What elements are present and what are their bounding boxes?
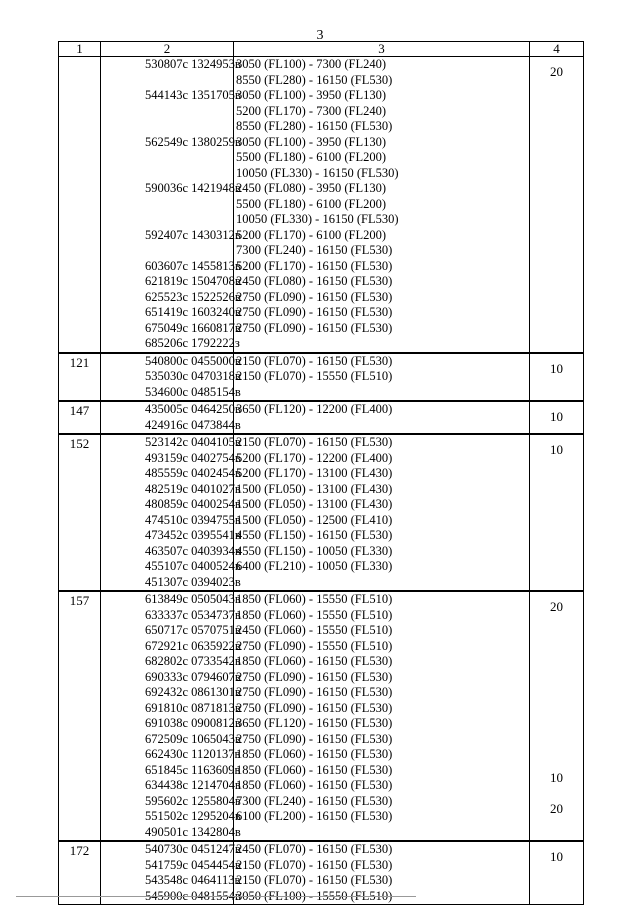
coordinate-line: 523142с 0404105в (145, 435, 241, 449)
coordinate-line: 691038с 0900812в (145, 716, 241, 730)
altitude-range-line: 1500 (FL050) - 13100 (FL430) (236, 497, 393, 511)
coordinate-line: 690333с 0794607в (145, 669, 241, 684)
altitude-range-line: 2750 (FL090) - 15550 (FL510) (236, 638, 393, 653)
coordinates-cell (101, 435, 241, 590)
altitude-range-line: 2750 (FL090) - 16150 (FL530) (236, 289, 393, 304)
table-row-group (59, 57, 583, 354)
coordinate-line (101, 166, 233, 182)
altitude-range-line: 1850 (FL060) - 16150 (FL530) (236, 747, 393, 761)
coordinate-line: 672509с 1065043в (145, 731, 241, 746)
coordinate-line: 451307с 0394023в (145, 574, 241, 589)
altitude-range-line: 2750 (FL090) - 16150 (FL530) (236, 320, 393, 335)
altitude-range-line: 2150 (FL070) - 16150 (FL530) (236, 435, 393, 449)
coordinate-line: 543548с 0464113в (145, 873, 241, 887)
coordinates-cell (101, 842, 241, 904)
table-row-group (59, 402, 583, 435)
altitude-cell (234, 57, 530, 352)
coordinate-line (101, 119, 233, 135)
category-value: 20 (550, 599, 563, 614)
altitude-range-line: 5200 (FL170) - 13100 (FL430) (236, 466, 393, 480)
altitude-range-line: 7300 (FL240) - 16150 (FL530) (236, 243, 393, 257)
altitude-range-line: 6100 (FL200) - 16150 (FL530) (236, 809, 393, 823)
category-cell (530, 842, 583, 904)
altitude-range-line (234, 418, 529, 434)
category-value: 20 (550, 800, 563, 816)
table-body (59, 57, 583, 904)
altitude-cell (234, 435, 530, 590)
coordinate-line: 682802с 0733542в (145, 654, 241, 668)
column-header-4: 4 (553, 41, 560, 56)
altitude-range-line: 1500 (FL050) - 13100 (FL430) (236, 481, 393, 496)
category-cell (530, 402, 583, 433)
coordinate-line: 551502с 1295204в (145, 809, 241, 823)
altitude-range-line: 2450 (FL060) - 15550 (FL510) (236, 623, 393, 637)
coordinate-line: 621819с 1504708в (145, 274, 241, 288)
table-row-group (59, 354, 583, 403)
coordinate-line: 482519с 0401027в (145, 481, 241, 496)
category-value: 10 (550, 360, 563, 376)
altitude-range-line: 2150 (FL070) - 15550 (FL510) (236, 369, 393, 383)
altitude-cell (234, 354, 530, 401)
altitude-range-line: 2150 (FL070) - 16150 (FL530) (236, 857, 393, 872)
altitude-range-line: 2450 (FL080) - 3950 (FL130) (236, 181, 386, 195)
coordinate-line (101, 243, 233, 259)
coordinate-line: 540800с 0455000в (145, 353, 241, 368)
coordinate-line: 493159с 0402754в (145, 450, 241, 465)
coordinates-cell (101, 592, 241, 840)
altitude-range-line: 2750 (FL090) - 16150 (FL530) (236, 700, 393, 715)
table-row-group (59, 592, 583, 842)
coordinate-line: 603607с 1455813в (145, 258, 241, 273)
altitude-cell (234, 592, 530, 840)
coordinate-line (101, 212, 233, 228)
coordinate-line: 463507с 0403934в (145, 543, 241, 558)
coordinate-line: 685206с 1792222з (145, 336, 240, 350)
coordinate-line: 545900с 0481554в (145, 888, 241, 903)
altitude-range-line: 4550 (FL150) - 16150 (FL530) (236, 528, 393, 542)
coordinate-line: 540730с 0451247в (145, 842, 241, 856)
altitude-range-line: 2750 (FL090) - 16150 (FL530) (236, 685, 393, 699)
section-id (59, 57, 101, 352)
altitude-range-line: 2150 (FL070) - 16150 (FL530) (236, 873, 393, 887)
section-id: 157 (59, 592, 101, 840)
altitude-range-line: 7300 (FL240) - 16150 (FL530) (236, 793, 393, 808)
altitude-range-line (234, 825, 529, 841)
altitude-range-line: 2750 (FL090) - 16150 (FL530) (236, 305, 393, 319)
coordinate-line: 485559с 0402454в (145, 466, 241, 480)
altitude-range-line (234, 385, 529, 401)
coordinate-line: 613849с 0505043в (145, 592, 241, 606)
altitude-range-line: 2450 (FL070) - 16150 (FL530) (236, 842, 393, 856)
altitude-range-line: 8550 (FL280) - 16150 (FL530) (236, 72, 393, 87)
altitude-range-line: 3650 (FL120) - 12200 (FL400) (236, 402, 393, 416)
coordinate-line: 650717с 0570751в (145, 623, 241, 637)
coordinate-line: 634438с 1214704в (145, 778, 241, 792)
coordinate-line: 590036с 1421948в (145, 181, 241, 195)
section-id: 147 (59, 402, 101, 433)
altitude-range-line: 1850 (FL060) - 15550 (FL510) (236, 607, 393, 622)
coordinate-line (101, 197, 233, 213)
coordinate-line: 691810с 0871813в (145, 700, 241, 715)
altitude-range-line: 5200 (FL170) - 16150 (FL530) (236, 258, 393, 273)
category-value: 10 (550, 849, 563, 864)
coordinate-line: 474510с 0394755в (145, 512, 241, 527)
column-header-1: 1 (59, 42, 101, 56)
coordinate-line: 651419с 1603240в (145, 305, 241, 319)
category-value: 10 (550, 409, 563, 424)
coordinate-line: 490501с 1342804в (145, 824, 241, 839)
coordinate-line: 473452с 0395541в (145, 528, 241, 542)
coordinate-line: 672921с 0635922в (145, 638, 241, 653)
coordinate-line: 435005с 0464250в (145, 402, 241, 416)
altitude-range-line: 1500 (FL050) - 12500 (FL410) (236, 512, 393, 527)
coordinate-line: 480859с 0400254в (145, 497, 241, 511)
column-header-2: 2 (101, 42, 234, 56)
coordinate-line: 651845с 1163609в (145, 762, 241, 777)
coordinate-line: 592407с 1430312в (145, 227, 241, 242)
coordinate-line: 662430с 1120137в (145, 747, 241, 761)
altitude-range-line: 10050 (FL330) - 16150 (FL530) (236, 212, 399, 226)
coordinates-cell (101, 402, 241, 433)
coordinate-line: 541759с 0454454в (145, 857, 241, 872)
coordinate-line: 530807с 1324953в (145, 57, 241, 71)
coordinates-cell (101, 57, 241, 352)
altitude-range-line: 3050 (FL100) - 3950 (FL130) (236, 88, 386, 102)
section-id: 152 (59, 435, 101, 590)
airspace-table (58, 41, 584, 905)
altitude-range-line: 1850 (FL060) - 15550 (FL510) (236, 592, 393, 606)
altitude-range-line: 3050 (FL100) - 15550 (FL510) (236, 888, 393, 903)
altitude-range-line: 3050 (FL100) - 3950 (FL130) (236, 134, 386, 149)
altitude-range-line: 2750 (FL090) - 16150 (FL530) (236, 731, 393, 746)
coordinate-line: 633337с 0534737в (145, 607, 241, 622)
altitude-range-line: 5500 (FL180) - 6100 (FL200) (236, 196, 386, 211)
category-value: 20 (550, 64, 563, 79)
coordinate-line (101, 104, 233, 120)
altitude-range-line: 6400 (FL210) - 10050 (FL330) (236, 559, 393, 573)
altitude-range-line: 2150 (FL070) - 16150 (FL530) (236, 353, 393, 368)
section-id: 172 (59, 842, 101, 904)
coordinate-line: 625523с 1522526в (145, 289, 241, 304)
altitude-range-line: 4550 (FL150) - 10050 (FL330) (236, 543, 393, 558)
altitude-range-line: 8550 (FL280) - 16150 (FL530) (236, 119, 393, 133)
altitude-range-line: 10050 (FL330) - 16150 (FL530) (236, 165, 399, 180)
page-number: 3 (316, 28, 324, 43)
altitude-range-line: 1850 (FL060) - 16150 (FL530) (236, 654, 393, 668)
coordinates-cell (101, 353, 241, 401)
altitude-range-line (234, 575, 529, 591)
altitude-range-line: 1850 (FL060) - 16150 (FL530) (236, 778, 393, 792)
column-header-3: 3 (234, 42, 530, 56)
category-cell (530, 592, 583, 840)
altitude-range-line: 3050 (FL100) - 7300 (FL240) (236, 57, 386, 71)
coordinate-line: 675049с 1660817в (145, 320, 241, 335)
coordinate-line (101, 150, 233, 166)
coordinate-line: 562549с 1380259в (145, 134, 241, 149)
altitude-range-line: 3650 (FL120) - 16150 (FL530) (236, 716, 393, 730)
coordinate-line: 692432с 0861301в (145, 685, 241, 699)
footer-divider (16, 896, 416, 897)
category-cell (530, 354, 583, 401)
altitude-range-line: 5200 (FL170) - 7300 (FL240) (236, 103, 386, 118)
altitude-range-line: 2750 (FL090) - 16150 (FL530) (236, 669, 393, 684)
coordinate-line (101, 73, 233, 89)
section-id: 121 (59, 354, 101, 401)
coordinate-line: 595602с 1255804в (145, 793, 241, 808)
category-value: 10 (550, 442, 563, 457)
table-row-group (59, 842, 583, 904)
table-header (59, 42, 583, 57)
category-cell (530, 435, 583, 590)
category-value: 10 (550, 769, 563, 785)
category-cell (530, 57, 583, 352)
altitude-range-line (234, 336, 529, 352)
altitude-range-line: 5200 (FL170) - 6100 (FL200) (236, 227, 386, 242)
altitude-range-line: 5500 (FL180) - 6100 (FL200) (236, 150, 386, 164)
coordinate-line: 455107с 0400524в (145, 559, 241, 573)
coordinate-line: 424916с 0473844в (145, 417, 241, 432)
altitude-range-line: 1850 (FL060) - 16150 (FL530) (236, 762, 393, 777)
altitude-cell (234, 842, 530, 904)
table-row-group (59, 435, 583, 592)
altitude-range-line: 5200 (FL170) - 12200 (FL400) (236, 450, 393, 465)
coordinate-line: 534600с 0485154в (145, 384, 241, 399)
coordinate-line: 544143с 1351705в (145, 88, 241, 102)
altitude-cell (234, 402, 530, 433)
coordinate-line: 535030с 0470318в (145, 369, 241, 383)
altitude-range-line: 2450 (FL080) - 16150 (FL530) (236, 274, 393, 288)
